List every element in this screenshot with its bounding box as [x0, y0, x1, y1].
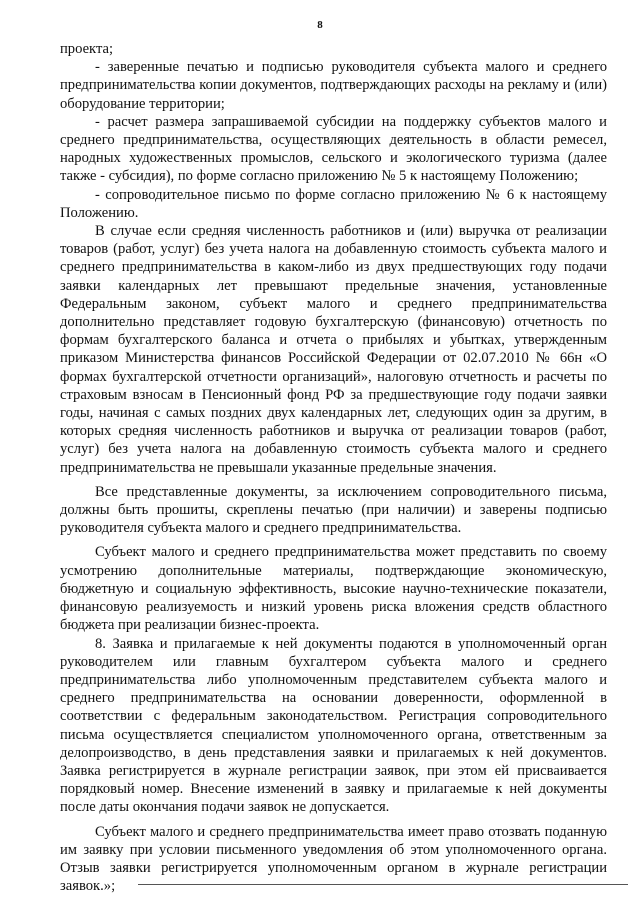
paragraph-continuation: проекта; — [60, 41, 114, 57]
paragraph-reporting-requirements: В случае если средняя численность работников и (или) выручка от реализации товаров (работ, услуг) без учета налога на добавленную стоимость субъекта малого и среднего предпринимательства в каком-либо из двух предшествующих году подачи заявки календарных лет превышают предельные значения, установленные Федеральным законом, субъект малого и среднего предпринимательства дополнительно представляет годовую бухгалтерскую (финансовую) отчетность по формам бухгалтерского баланса и отчета о прибылях и убытках, утвержденным приказом Министерства финансов Российской Федерации от 02.07.2010 № 66н «О формах бухгалтерской отчетности организаций», налоговую отчетность и расчеты по страховым взносам в Пенсионный фонд РФ за предшествующие году подачи заявки годы, начиная с самых поздних двух календарных лет, следующих один за другим, в которых средняя численность работников и выручка от реализации товаров (работ, услуг) без учета налога на добавленную стоимость субъекта малого и среднего предпринимательства не превышали указанные предельные значения. — [60, 223, 607, 476]
list-item-subsidy-calculation: - расчет размера запрашиваемой субсидии на поддержку субъектов малого и среднего предпринимательства, осуществляющих деятельность в области ремесел, народных художественных промыслов, сельского и экологического туризма (далее также - субсидия), по форме согласно приложению № 5 к настоящему Положению; — [60, 113, 607, 185]
list-item-advertising-docs: - заверенные печатью и подписью руководителя субъекта малого и среднего предпринимательства копии документов, подтверждающих расходы на рекламу и (или) оборудование территории; — [60, 59, 607, 112]
paragraph-section-8: 8. Заявка и прилагаемые к ней документы подаются в уполномоченный орган руководителем или главным бухгалтером субъекта малого и среднего предпринимательства либо уполномоченным представителем субъекта малого и среднего предпринимательства на основании доверенности, оформленной в соответствии с федеральным законодательством. Регистрация сопроводительного письма осуществляется специалистом уполномоченного органа, ответственным за делопроизводство, в день представления заявки и прилагаемых к ней документов. Заявка регистрируется в журнале регистрации заявок, при этом ей присваивается порядковый номер. Внесение изменений в заявку и прилагаемые к ней документы после даты окончания подачи заявок не допускается. — [60, 635, 607, 816]
paragraph-withdrawal: Субъект малого и среднего предпринимательства имеет право отозвать поданную им заявку при условии письменного уведомления об этом уполномоченного органа. Отзыв заявки регистрируется уполномоченным органом в журнале регистрации заявок.»; — [60, 823, 607, 895]
footer-divider — [138, 884, 628, 885]
paragraph-document-binding: Все представленные документы, за исключением сопроводительного письма, должны быть прошиты, скреплены печатью (при наличии) и заверены подписью руководителя субъекта малого и среднего предпринимательства. — [60, 483, 607, 537]
page-number: 8 — [317, 19, 323, 31]
paragraph-additional-materials: Субъект малого и среднего предпринимательства может представить по своему усмотрению дополнительные материалы, подтверждающие экономическую, бюджетную и социальную эффективность, высокие научно-технические показатели, финансовую реализуемость и низкий уровень риска вложения средств областного бюджета при реализации бизнес-проекта. — [60, 544, 607, 634]
document-body — [60, 40, 607, 895]
list-item-cover-letter: - сопроводительное письмо по форме согласно приложению № 6 к настоящему Положению. — [60, 186, 607, 221]
